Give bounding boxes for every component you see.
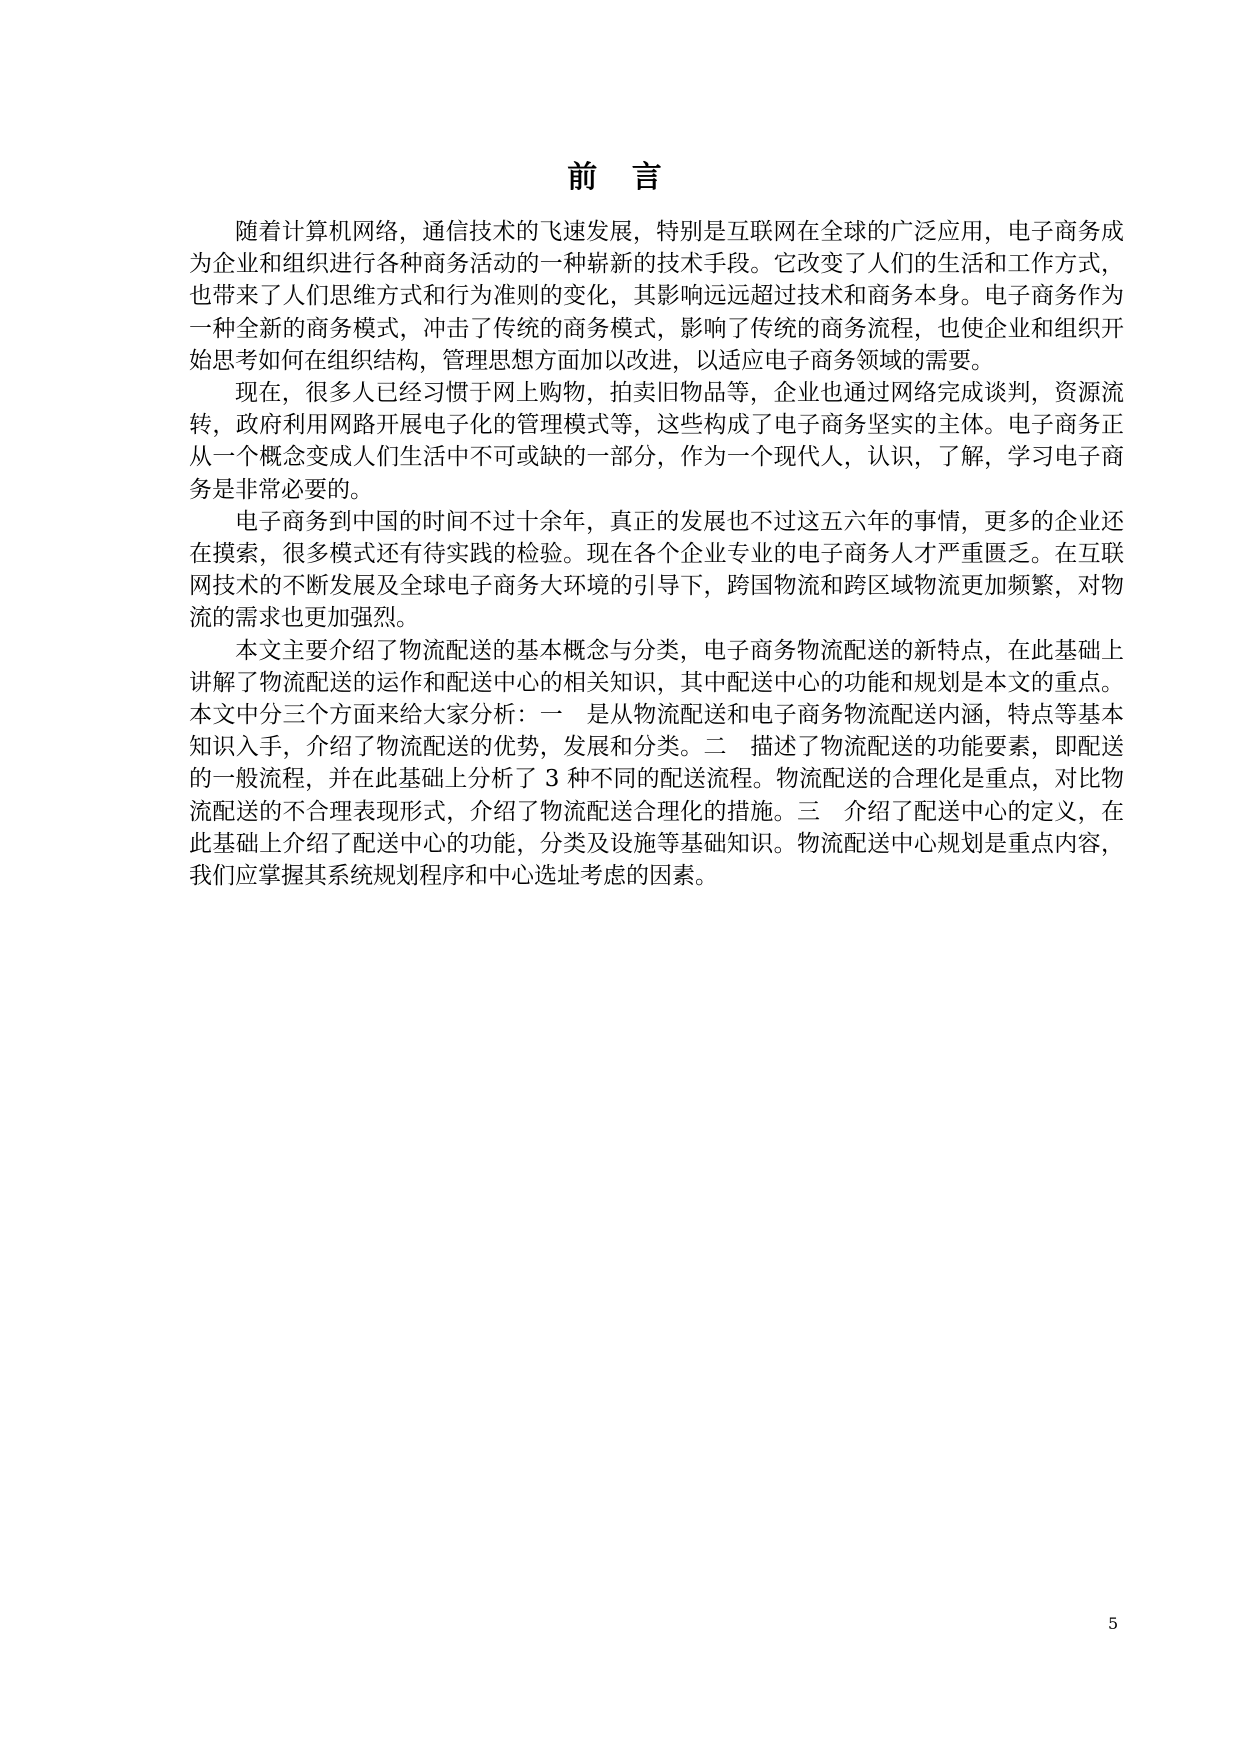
paragraph-2: 现在，很多人已经习惯于网上购物，拍卖旧物品等，企业也通过网络完成谈判，资源流转，政府利用网路开展电子化的管理模式等，这些构成了电子商务坚实的主体。电子商务正从一个概念变成人们生活中不可或缺的一部分，作为一个现代人，认识，了解，学习电子商务是非常必要的。 bbox=[189, 380, 1124, 503]
paragraph-3: 电子商务到中国的时间不过十余年，真正的发展也不过这五六年的事情，更多的企业还在摸索，很多模式还有待实践的检验。现在各个企业专业的电子商务人才严重匮乏。在互联网技术的不断发展及全球电子商务大环境的引导下，跨国物流和跨区域物流更加频繁，对物流的需求也更加强烈。 bbox=[189, 508, 1124, 632]
page-title: 前 言 bbox=[567, 160, 674, 195]
paragraph-4: 本文主要介绍了物流配送的基本概念与分类，电子商务物流配送的新特点，在此基础上讲解了物流配送的运作和配送中心的相关知识，其中配送中心的功能和规划是本文的重点。本文中分三个方面来给大家分析：一 是从物流配送和电子商务物流配送内涵，特点等基本知识入手，介绍了物流配送的优势，发展和分类。二 描述了物流配送的功能要素，即配送的一般流程，并在此基础上分析了 3 种不同的配送流程。物流配送的合理化是重点，对比物流配送的不合理表现形式，介绍了物流配送合理化的措施。三 介绍了配送中心的定义，在此基础上介绍了配送中心的功能，分类及设施等基础知识。物流配送中心规划是重点内容，我们应掌握其系统规划程序和中心选址考虑的因素。 bbox=[189, 637, 1124, 890]
body-text bbox=[189, 216, 1124, 892]
paragraph-1: 随着计算机网络，通信技术的飞速发展，特别是互联网在全球的广泛应用，电子商务成为企业和组织进行各种商务活动的一种崭新的技术手段。它改变了人们的生活和工作方式，也带来了人们思维方式和行为准则的变化，其影响远远超过技术和商务本身。电子商务作为一种全新的商务模式，冲击了传统的商务模式，影响了传统的商务流程，也使企业和组织开始思考如何在组织结构，管理思想方面加以改进，以适应电子商务领域的需要。 bbox=[189, 219, 1124, 374]
page-number: 5 bbox=[1108, 1614, 1119, 1633]
